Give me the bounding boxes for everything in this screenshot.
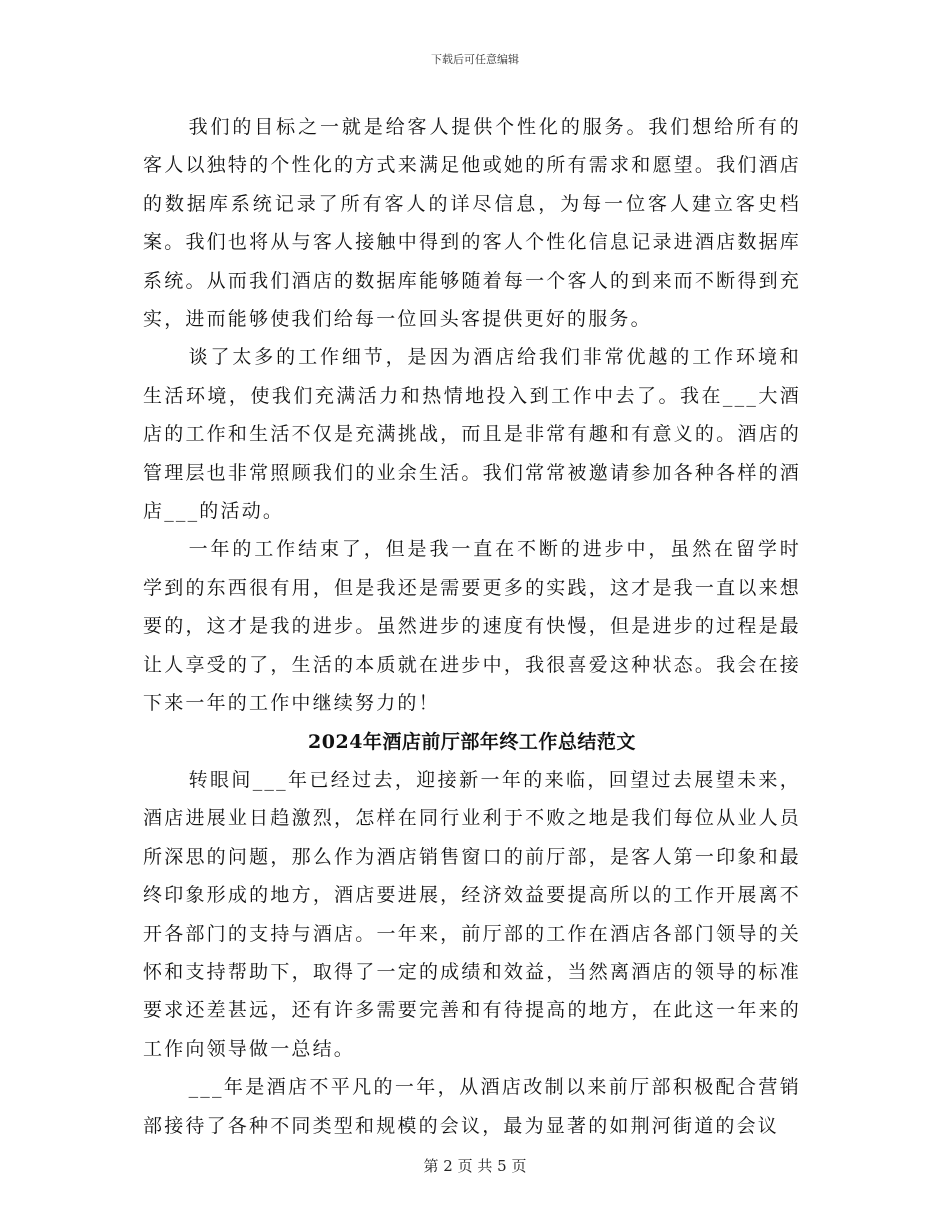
section-title: 2024年酒店前厅部年终工作总结范文	[308, 730, 636, 753]
paragraph-extraordinary-year: ___年是酒店不平凡的一年，从酒店改制以来前厅部积极配合营销部接待了各种不同类型和规模的会议，最为显著的如荆河街道的会议	[143, 1076, 801, 1137]
paragraph-personalized-service: 我们的目标之一就是给客人提供个性化的服务。我们想给所有的客人以独特的个性化的方式来满足他或她的所有需求和愿望。我们酒店的数据库系统记录了所有客人的详尽信息，为每一位客人建立客史档案。我们也将从与客人接触中得到的客人个性化信息记录进酒店数据库系统。从而我们酒店的数据库能够随着每一个客人的到来而不断得到充实，进而能够使我们给每一位回头客提供更好的服务。	[143, 116, 801, 331]
document-body	[143, 108, 801, 1145]
page-header-note: 下载后可任意编辑	[431, 53, 519, 66]
paragraph-work-environment: 谈了太多的工作细节，是因为酒店给我们非常优越的工作环境和生活环境，使我们充满活力和热情地投入到工作中去了。我在___大酒店的工作和生活不仅是充满挑战，而且是非常有趣和有意义的。酒店的管理层也非常照顾我们的业余生活。我们常常被邀请参加各种各样的酒店___的活动。	[143, 346, 801, 523]
paragraph-year-end-progress: 一年的工作结束了，但是我一直在不断的进步中，虽然在留学时学到的东西很有用，但是我还是需要更多的实践，这才是我一直以来想要的，这才是我的进步。虽然进步的速度有快慢，但是进步的过程是最让人享受的了，生活的本质就在进步中，我很喜爱这种状态。我会在接下来一年的工作中继续努力的！	[143, 538, 801, 715]
paragraph-front-office-summary: 转眼间___年已经过去，迎接新一年的来临，回望过去展望未来，酒店进展业日趋激烈，怎样在同行业利于不败之地是我们每位从业人员所深思的问题，那么作为酒店销售窗口的前厅部，是客人第一印象和最终印象形成的地方，酒店要进展，经济效益要提高所以的工作开展离不开各部门的支持与酒店。一年来，前厅部的工作在酒店各部门领导的关怀和支持帮助下，取得了一定的成绩和效益，当然离酒店的领导的标准要求还差甚远，还有许多需要完善和有待提高的地方，在此这一年来的工作向领导做一总结。	[143, 768, 801, 1060]
page-number-footer: 第 2 页 共 5 页	[423, 1157, 527, 1175]
